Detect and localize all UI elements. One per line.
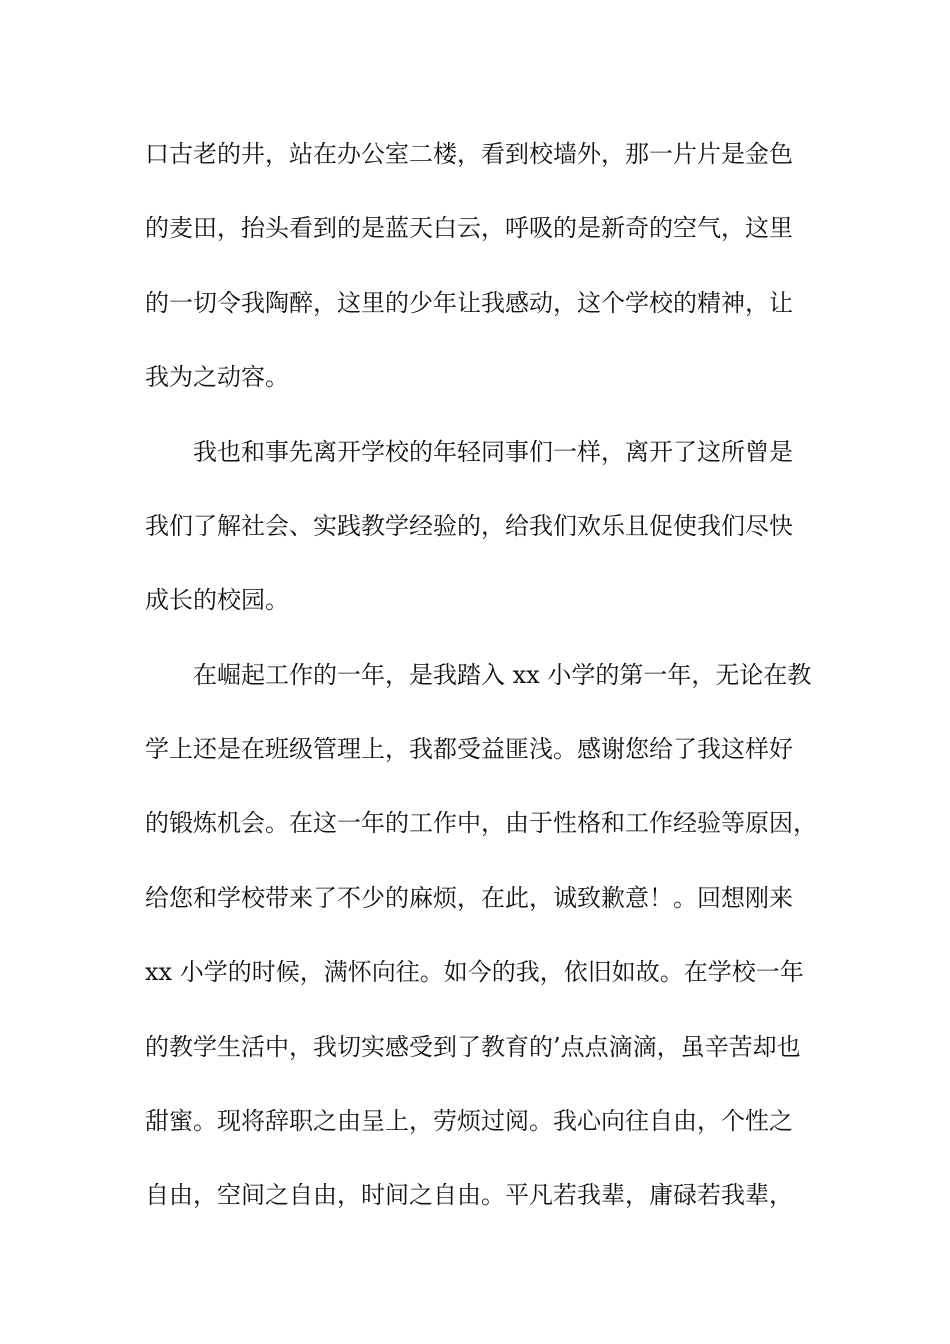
text-line: 口古老的井，站在办公室二楼，看到校墙外，那一片片是金色 (145, 140, 793, 168)
text-line: 学上还是在班级管理上，我都受益匪浅。感谢您给了我这样好 (145, 735, 793, 763)
paragraph-first-line: 我也和事先离开学校的年轻同事们一样，离开了这所曾是 (193, 438, 793, 466)
text-line: 自由，空间之自由，时间之自由。平凡若我辈，庸碌若我辈， (145, 1181, 793, 1209)
text-line: 的锻炼机会。在这一年的工作中，由于性格和工作经验等原因， (145, 809, 817, 837)
text-line: 的教学生活中，我切实感受到了教育的’点点滴滴，虽辛苦却也 (145, 1033, 801, 1061)
text-line: xx 小学的时候，满怀向往。如今的我，依旧如故。在学校一年 (145, 958, 804, 986)
text-line: 成长的校园。 (145, 586, 289, 614)
text-line: 我为之动容。 (145, 363, 289, 391)
paragraph-first-line: 在崛起工作的一年，是我踏入 xx 小学的第一年，无论在教 (193, 661, 812, 689)
text-line: 我们了解社会、实践教学经验的，给我们欢乐且促使我们尽快 (145, 512, 793, 540)
text-line: 甜蜜。现将辞职之由呈上，劳烦过阅。我心向往自由，个性之 (145, 1107, 793, 1135)
text-line: 给您和学校带来了不少的麻烦，在此，诚致歉意！。回想刚来 (145, 884, 793, 912)
text-line: 的麦田，抬头看到的是蓝天白云，呼吸的是新奇的空气，这里 (145, 214, 793, 242)
text-line: 的一切令我陶醉，这里的少年让我感动，这个学校的精神，让 (145, 289, 793, 317)
